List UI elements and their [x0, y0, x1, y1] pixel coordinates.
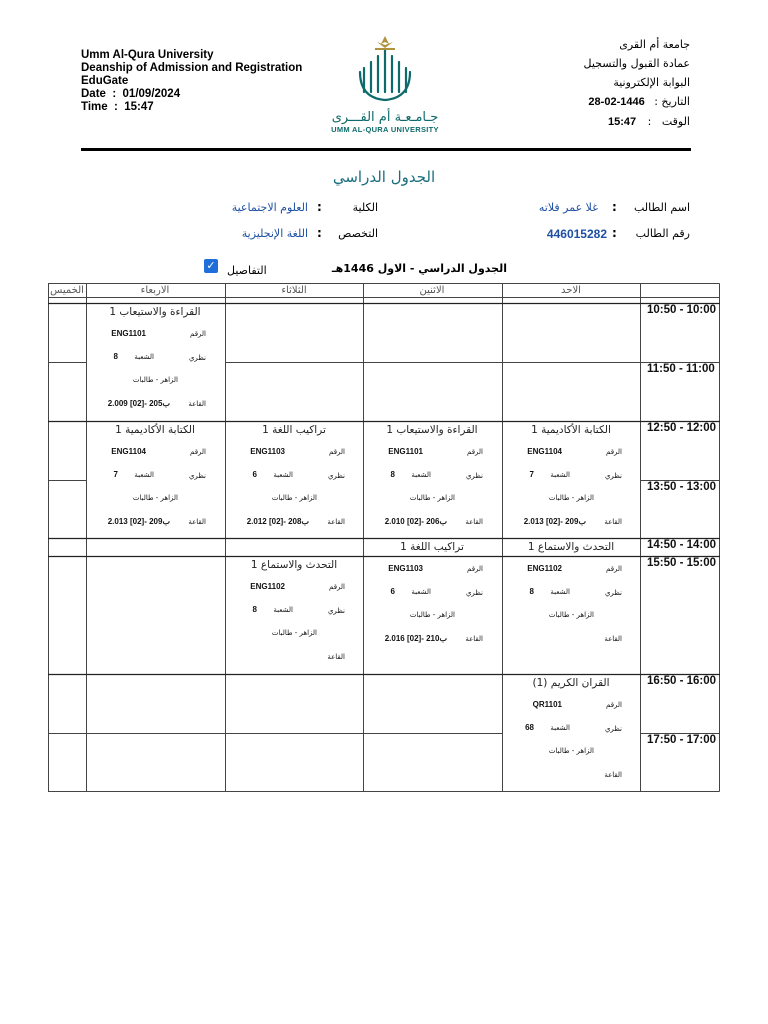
time-slot: 17:50 - 17:00 — [647, 734, 717, 746]
room-value: ب208 -[02] 2.012 — [246, 517, 309, 526]
course-cell — [363, 422, 501, 538]
type-label: نظري — [188, 472, 206, 480]
room-label: القاعة — [604, 771, 622, 779]
section-label: الشعبة — [134, 471, 154, 479]
time-slot: 15:50 - 15:00 — [647, 557, 717, 569]
student-name-label: اسم الطالب — [633, 201, 690, 214]
code-label: الرقم — [190, 330, 206, 338]
section-number: 8 — [113, 352, 118, 361]
details-checkbox[interactable]: ✓ — [204, 259, 218, 273]
logo-text-ar: جـامـعـة أم القـــرى — [331, 110, 439, 125]
course-cell — [86, 304, 224, 420]
college-label: الكلية — [352, 201, 378, 214]
day-header-monday: الاثنين — [419, 285, 445, 296]
course-code: ENG1102 — [527, 564, 562, 573]
code-label: الرقم — [329, 448, 345, 456]
type-label: نظري — [465, 472, 483, 480]
type-label: نظري — [465, 589, 483, 597]
room-label: القاعة — [465, 635, 483, 643]
time-ar: 15:47 — [608, 116, 637, 128]
section-number: 6 — [390, 587, 395, 596]
course-cell — [225, 557, 363, 673]
time-slot: 12:50 - 12:00 — [647, 422, 717, 434]
section-number: 7 — [113, 470, 118, 479]
college-value: العلوم الاجتماعية — [231, 201, 308, 214]
code-label: الرقم — [467, 448, 483, 456]
campus-label: الزاهر - طالبات — [548, 611, 594, 619]
palm-emblem-icon — [320, 30, 450, 110]
code-label: الرقم — [329, 583, 345, 591]
hijri-date-row: التاريخ : 1446-02-28 — [588, 95, 690, 108]
type-label: نظري — [327, 472, 345, 480]
campus-label: الزاهر - طالبات — [132, 376, 178, 384]
section-label: الشعبة — [134, 353, 154, 361]
campus-label: الزاهر - طالبات — [409, 611, 455, 619]
course-code: ENG1104 — [111, 447, 146, 456]
type-label: نظري — [327, 607, 345, 615]
section-number: 6 — [252, 470, 257, 479]
course-code: ENG1103 — [388, 564, 423, 573]
course-code: ENG1101 — [388, 447, 423, 456]
course-code: ENG1103 — [250, 447, 285, 456]
section-label: الشعبة — [411, 471, 431, 479]
time-slot: 13:50 - 13:00 — [647, 481, 717, 493]
header-english — [81, 49, 302, 114]
schedule-title: الجدول الدراسي - الاول 1446هـ — [331, 262, 507, 275]
type-label: نظري — [604, 472, 622, 480]
deanship-name-ar: عمادة القبول والتسجيل — [583, 57, 690, 70]
campus-label: الزاهر - طالبات — [548, 747, 594, 755]
campus-label: الزاهر - طالبات — [548, 494, 594, 502]
course-name: الكتابة الأكاديمية 1 — [531, 424, 611, 436]
course-cell — [502, 539, 640, 655]
room-value: ب210 -[02] 2.016 — [384, 634, 447, 643]
section-number: 8 — [529, 587, 534, 596]
header-divider — [81, 148, 691, 151]
course-cell — [363, 539, 501, 655]
room-label: القاعة — [604, 518, 622, 526]
student-name-value: غلا عمر فلاته — [538, 201, 598, 214]
course-code: ENG1104 — [527, 447, 562, 456]
section-label: الشعبة — [273, 606, 293, 614]
course-name: التحدث والاستماع 1 — [250, 559, 338, 571]
campus-label: الزاهر - طالبات — [271, 629, 317, 637]
course-name: القراءة والاستيعاب 1 — [109, 306, 201, 318]
room-value: ب209 -[02] 2.013 — [107, 517, 170, 526]
course-code: ENG1102 — [250, 582, 285, 591]
print-date: Date : 01/09/2024 — [81, 88, 181, 100]
course-cell — [225, 422, 363, 538]
course-cell — [502, 675, 640, 791]
room-label: القاعة — [188, 518, 206, 526]
colon: : — [317, 226, 322, 240]
university-name-ar: جامعة أم القرى — [619, 38, 690, 51]
room-value: ب209 -[02] 2.013 — [523, 517, 586, 526]
header-arabic — [584, 35, 691, 132]
type-label: نظري — [604, 589, 622, 597]
code-label: الرقم — [606, 565, 622, 573]
section-label: الشعبة — [550, 588, 570, 596]
student-id-value: 446015282 — [546, 227, 607, 241]
university-logo — [320, 30, 450, 134]
day-header-tuesday: الثلاثاء — [281, 285, 307, 296]
room-label: القاعة — [604, 635, 622, 643]
room-label: القاعة — [465, 518, 483, 526]
day-header-wednesday: الاربعاء — [140, 285, 170, 296]
section-label: الشعبة — [411, 588, 431, 596]
code-label: الرقم — [467, 565, 483, 573]
colon: : — [612, 200, 617, 214]
room-label: القاعة — [327, 518, 345, 526]
room-label: القاعة — [188, 400, 206, 408]
portal-name-ar: البوابة الإلكترونية — [613, 76, 690, 89]
time-slot: 11:50 - 11:00 — [647, 363, 715, 375]
day-header-sunday: الاحد — [561, 285, 581, 296]
code-label: الرقم — [606, 448, 622, 456]
deanship-name-en: Deanship of Admission and Registration — [81, 62, 303, 74]
day-header-thursday: الخميس — [50, 285, 84, 296]
course-name: القران الكريم (1) — [532, 677, 610, 689]
course-cell — [86, 422, 224, 538]
course-name: التحدث والاستماع 1 — [527, 541, 615, 553]
colon: : — [317, 200, 322, 214]
section-number: 7 — [529, 470, 534, 479]
code-label: الرقم — [190, 448, 206, 456]
major-value: اللغة الإنجليزية — [241, 227, 308, 240]
room-value: ب206 -[02] 2.010 — [384, 517, 447, 526]
section-label: الشعبة — [273, 471, 293, 479]
room-label: القاعة — [327, 653, 345, 661]
type-label: نظري — [604, 725, 622, 733]
type-label: نظري — [188, 354, 206, 362]
page-title: الجدول الدراسي — [332, 168, 436, 186]
campus-label: الزاهر - طالبات — [409, 494, 455, 502]
campus-label: الزاهر - طالبات — [271, 494, 317, 502]
section-label: الشعبة — [550, 471, 570, 479]
logo-text-en: UMM AL-QURA UNIVERSITY — [331, 125, 439, 134]
section-number: 8 — [390, 470, 395, 479]
major-label: التخصص — [338, 227, 378, 240]
course-name: الكتابة الأكاديمية 1 — [115, 424, 195, 436]
room-value: ب205 -[02] 2.009 — [107, 399, 170, 408]
hijri-date: 1446-02-28 — [588, 96, 645, 108]
system-name: EduGate — [81, 75, 129, 87]
university-name-en: Umm Al-Qura University — [81, 49, 214, 61]
course-code: QR1101 — [532, 700, 562, 709]
course-name: تراكيب اللغة 1 — [400, 541, 464, 553]
time-slot: 10:50 - 10:00 — [647, 304, 717, 316]
section-number: 68 — [525, 723, 534, 732]
colon: : — [612, 226, 617, 240]
course-name: تراكيب اللغة 1 — [262, 424, 326, 436]
code-label: الرقم — [606, 701, 622, 709]
course-cell — [502, 422, 640, 538]
section-label: الشعبة — [550, 724, 570, 732]
course-name: القراءة والاستيعاب 1 — [386, 424, 478, 436]
time-slot: 14:50 - 14:00 — [647, 539, 717, 551]
time-row-ar: الوقت : 15:47 — [608, 115, 690, 128]
time-slot: 16:50 - 16:00 — [647, 675, 717, 687]
campus-label: الزاهر - طالبات — [132, 494, 178, 502]
section-number: 8 — [252, 605, 257, 614]
print-time: Time : 15:47 — [81, 101, 154, 113]
student-id-label: رقم الطالب — [635, 227, 690, 240]
details-label: التفاصيل — [227, 264, 267, 277]
course-code: ENG1101 — [111, 329, 146, 338]
